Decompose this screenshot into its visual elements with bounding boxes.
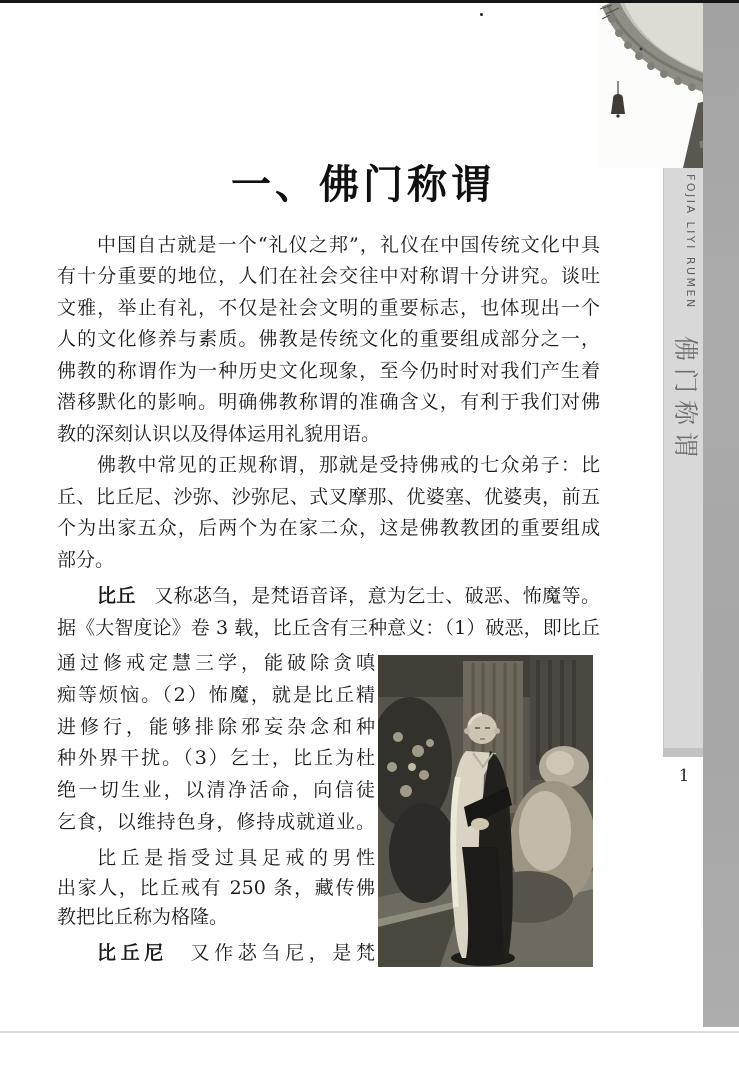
body-line: 有十分重要的地位，人们在社会交往中对称谓十分讲究。谈吐: [57, 265, 600, 287]
body-line: 潜移默化的影响。明确佛教称谓的准确含义，有利于我们对佛: [57, 391, 600, 413]
bottom-edge-rule: [0, 1031, 739, 1033]
body-line: 人的文化修养与素质。佛教是传统文化的重要组成部分之一，: [57, 328, 600, 350]
page-number: 1: [678, 766, 690, 786]
margin-strip-light-foot: [663, 748, 703, 757]
chapter-label-vertical: 佛门称谓: [671, 336, 700, 465]
series-pinyin-vertical: FOJIA LIYI RUMEN: [684, 174, 697, 310]
body-line: 中国自古就是一个“礼仪之邦”，礼仪在中国传统文化中具: [97, 234, 600, 256]
body-line: 佛教中常见的正规称谓，那就是受持佛戒的七众弟子：比: [97, 454, 600, 476]
body-line: 比丘是指受过具足戒的男性: [97, 847, 375, 869]
body-line: 种外界干扰。（3）乞士，比丘为杜: [57, 747, 375, 769]
body-line: 个为出家五众，后两个为在家二众，这是佛教教团的重要组成: [57, 517, 600, 539]
body-line: 痴等烦恼。（2）怖魔，就是比丘精: [57, 684, 375, 706]
monk-photo: [378, 655, 593, 967]
page-title: 一、佛门称谓: [231, 161, 495, 208]
body-line: 教把比丘称为格隆。: [57, 906, 229, 928]
body-line: 通过修戒定慧三学，能破除贪嗔: [57, 652, 375, 674]
body-line: 丘、比丘尼、沙弥、沙弥尼、式叉摩那、优婆塞、优婆夷，前五: [57, 486, 600, 508]
body-line: 绝一切生业，以清净活命，向信徒: [57, 779, 375, 801]
body-line: 部分。: [57, 549, 115, 571]
body-line-term: 比丘尼 又作苾刍尼，是梵: [97, 942, 375, 964]
body-line: 出家人，比丘戒有 250 条，藏传佛: [57, 877, 375, 899]
body-line: 教的深刻认识以及得体运用礼貌用语。: [57, 423, 381, 445]
body-line: 文雅，举止有礼，不仅是社会文明的重要标志，也体现出一个: [57, 297, 600, 319]
body-line-term: 比丘 又称苾刍，是梵语音译，意为乞士、破恶、怖魔等。: [97, 585, 600, 607]
body-line: 乞食，以维持色身，修持成就道业。: [57, 811, 375, 833]
margin-strip-dark: [703, 3, 739, 1027]
body-line: 进修行，能够排除邪妄杂念和种: [57, 716, 375, 738]
term-biqiuni: 比丘尼: [97, 942, 168, 964]
body-line: 佛教的称谓作为一种历史文化现象，至今仍时时对我们产生着: [57, 360, 600, 382]
body-line: 据《大智度论》卷 3 载，比丘含有三种意义：（1）破恶，即比丘: [57, 617, 600, 639]
scan-speck: [480, 13, 483, 16]
term-biqiu: 比丘: [97, 585, 136, 607]
